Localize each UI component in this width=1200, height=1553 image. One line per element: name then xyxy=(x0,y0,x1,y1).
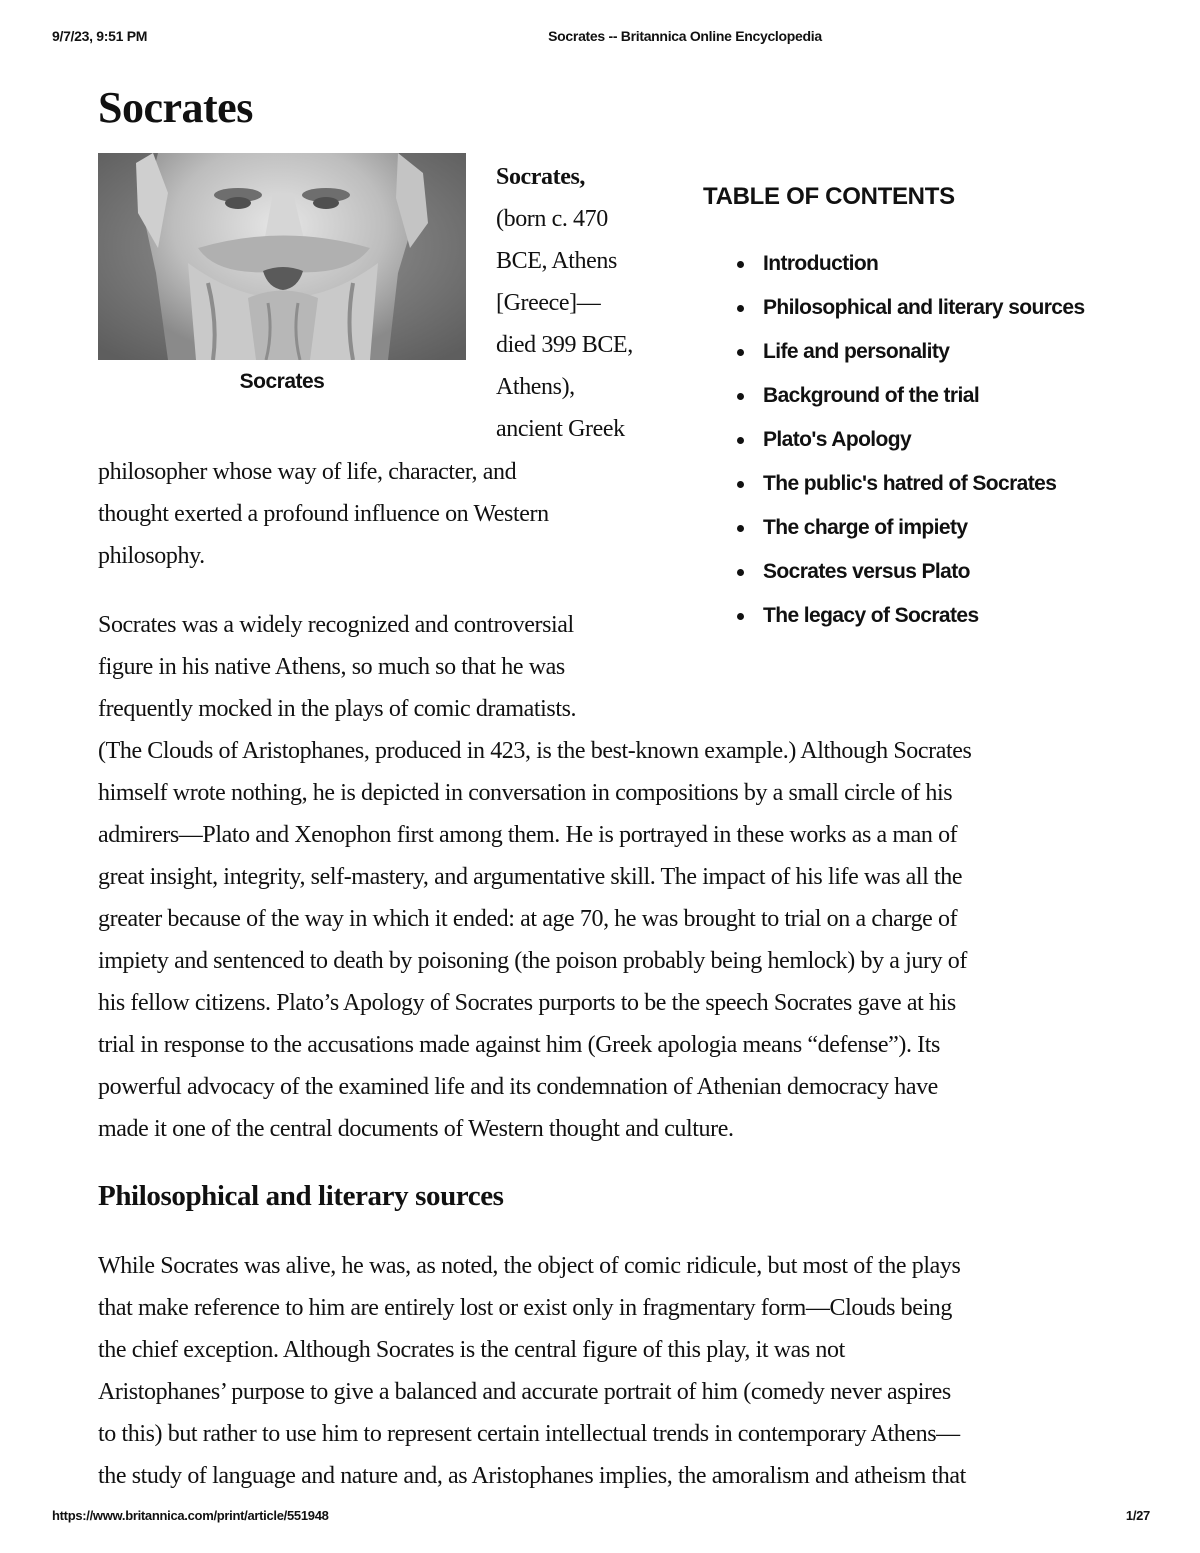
paragraph-line: his fellow citizens. Plato’s Apology of Socrates purports to be the speech Socrates gave at his xyxy=(98,990,956,1016)
toc-item-life-personality[interactable] xyxy=(703,341,1123,385)
toc-item-label[interactable]: Introduction xyxy=(763,252,879,275)
socrates-portrait[interactable] xyxy=(98,153,466,360)
bullet-icon xyxy=(737,349,744,356)
intro-line: philosophy. xyxy=(98,543,205,569)
paragraph-line: that make reference to him are entirely lost or exist only in fragmentary form—Clouds being xyxy=(98,1295,952,1321)
paragraph-line: the chief exception. Although Socrates is the central figure of this play, it was not xyxy=(98,1337,845,1363)
toc-item-label[interactable]: Plato's Apology xyxy=(763,428,912,451)
table-of-contents xyxy=(703,183,1123,649)
paragraph-line: trial in response to the accusations made against him (Greek apologia means “defense”). Its xyxy=(98,1032,940,1058)
bullet-icon xyxy=(737,481,744,488)
paragraph-line: powerful advocacy of the examined life and its condemnation of Athenian democracy have xyxy=(98,1074,938,1100)
intro-line: [Greece]— xyxy=(496,290,601,316)
paragraph-line: made it one of the central documents of Western thought and culture. xyxy=(98,1116,734,1142)
intro-line: (born c. 470 xyxy=(496,206,608,232)
intro-line: philosopher whose way of life, character, and xyxy=(98,459,517,485)
intro-narrow-column xyxy=(496,156,676,450)
paragraph-line: figure in his native Athens, so much so that he was xyxy=(98,654,565,680)
paragraph-socrates-reputation xyxy=(98,604,1108,1150)
socrates-bust-image xyxy=(98,153,466,360)
page-number: 1/27 xyxy=(1125,1508,1150,1523)
toc-item-label[interactable]: The legacy of Socrates xyxy=(763,604,979,627)
intro-line: Socrates, xyxy=(496,164,586,190)
toc-list xyxy=(703,253,1123,649)
toc-item-charge-impiety[interactable] xyxy=(703,517,1123,561)
intro-line: died 399 BCE, xyxy=(496,332,633,358)
intro-continuation xyxy=(98,451,658,577)
toc-item-philosophical-sources[interactable] xyxy=(703,297,1123,341)
intro-line: thought exerted a profound influence on Western xyxy=(98,501,549,527)
toc-title: TABLE OF CONTENTS xyxy=(703,183,955,210)
toc-item-apology[interactable] xyxy=(703,429,1123,473)
toc-item-label[interactable]: Life and personality xyxy=(763,340,950,363)
toc-item-label[interactable]: Philosophical and literary sources xyxy=(763,296,1085,319)
toc-item-introduction[interactable] xyxy=(703,253,1123,297)
bullet-icon xyxy=(737,261,744,268)
paragraph-line: frequently mocked in the plays of comic dramatists. xyxy=(98,696,577,722)
paragraph-line: Aristophanes’ purpose to give a balanced and accurate portrait of him (comedy never aspires xyxy=(98,1379,951,1405)
paragraph-line: Socrates was a widely recognized and controversial xyxy=(98,612,574,638)
bullet-icon xyxy=(737,613,744,620)
paragraph-line: the study of language and nature and, as Aristophanes implies, the amoralism and atheism that xyxy=(98,1463,966,1489)
paragraph-line: to this) but rather to use him to represent certain intellectual trends in contemporary Athens— xyxy=(98,1421,960,1447)
print-datetime: 9/7/23, 9:51 PM xyxy=(52,28,148,44)
toc-item-label[interactable]: The charge of impiety xyxy=(763,516,968,539)
toc-item-label[interactable]: Socrates versus Plato xyxy=(763,560,970,583)
paragraph-line: himself wrote nothing, he is depicted in conversation in compositions by a small circle of his xyxy=(98,780,953,806)
paragraph-line: (The Clouds of Aristophanes, produced in 423, is the best-known example.) Although Socrates xyxy=(98,738,972,764)
toc-item-label[interactable]: The public's hatred of Socrates xyxy=(763,472,1057,495)
bullet-icon xyxy=(737,305,744,312)
section-heading: Philosophical and literary sources xyxy=(98,1180,504,1212)
bullet-icon xyxy=(737,569,744,576)
intro-line: BCE, Athens xyxy=(496,248,617,274)
intro-line: ancient Greek xyxy=(496,416,625,442)
paragraph-line: great insight, integrity, self-mastery, and argumentative skill. The impact of his life was all the xyxy=(98,864,963,890)
toc-item-public-hatred[interactable] xyxy=(703,473,1123,517)
paragraph-line: While Socrates was alive, he was, as noted, the object of comic ridicule, but most of the plays xyxy=(98,1253,961,1279)
print-page-title: Socrates -- Britannica Online Encyclopedia xyxy=(548,28,822,44)
paragraph-line: impiety and sentenced to death by poisoning (the poison probably being hemlock) by a jury of xyxy=(98,948,968,974)
intro-line: Athens), xyxy=(496,374,575,400)
toc-item-socrates-vs-plato[interactable] xyxy=(703,561,1123,605)
toc-item-background-trial[interactable] xyxy=(703,385,1123,429)
paragraph-line: admirers—Plato and Xenophon first among them. He is portrayed in these works as a man of xyxy=(98,822,958,848)
bullet-icon xyxy=(737,393,744,400)
figure-caption: Socrates xyxy=(239,370,325,393)
paragraph-literary-sources xyxy=(98,1245,1108,1497)
article-title: Socrates xyxy=(98,83,253,132)
bullet-icon xyxy=(737,437,744,444)
toc-item-legacy[interactable] xyxy=(703,605,1123,649)
print-url: https://www.britannica.com/print/article/551948 xyxy=(52,1508,329,1523)
toc-item-label[interactable]: Background of the trial xyxy=(763,384,980,407)
bullet-icon xyxy=(737,525,744,532)
paragraph-line: greater because of the way in which it ended: at age 70, he was brought to trial on a charge of xyxy=(98,906,958,932)
